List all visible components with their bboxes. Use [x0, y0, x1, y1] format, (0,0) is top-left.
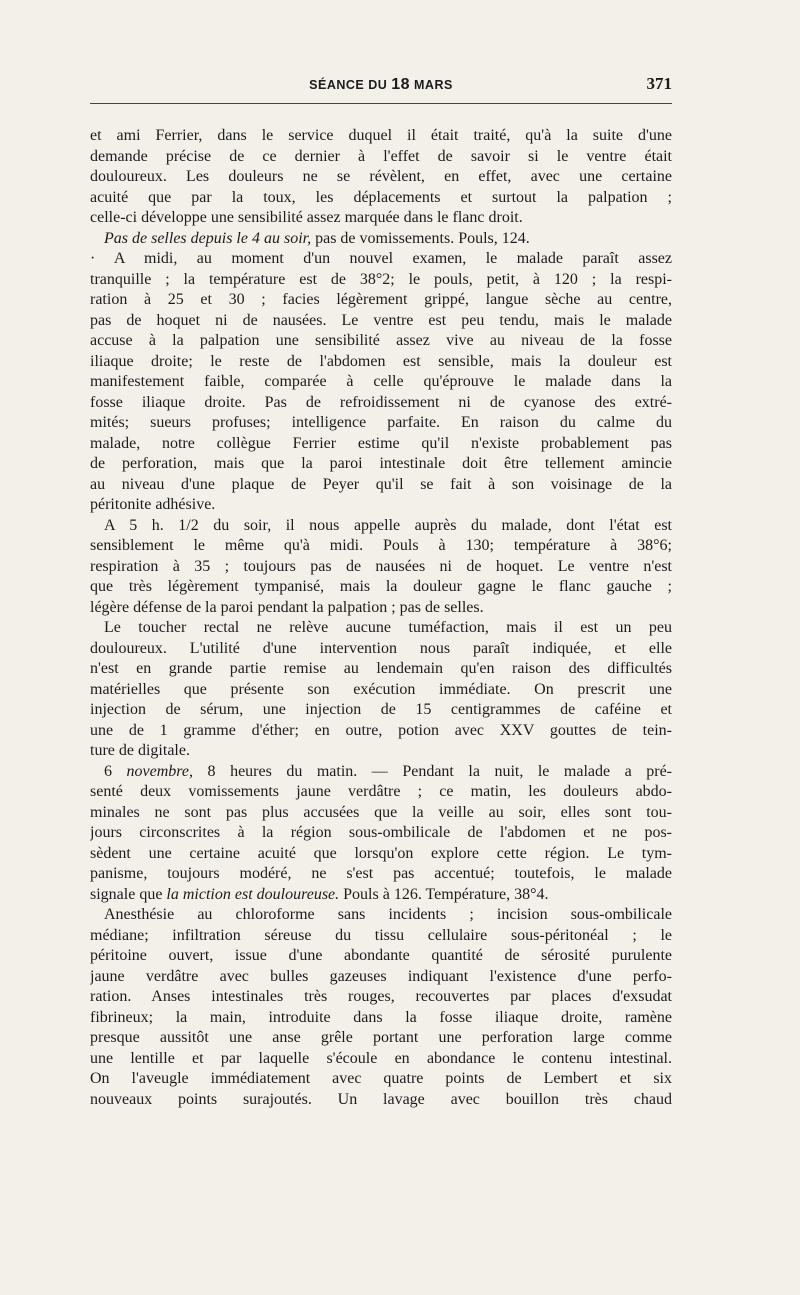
text-line: malade, notre collègue Ferrier estime qu'il n'existe probablement pas — [90, 434, 672, 452]
text-line — [90, 885, 672, 906]
text-line: panisme, toujours modéré, ne s'est pas accentué; toutefois, le malade — [90, 865, 672, 882]
text-line: sèdent une certaine acuité que lorsqu'on explore cette région. Le tym- — [90, 844, 672, 862]
running-title — [90, 76, 672, 94]
text-line: injection de sérum, une injection de 15 centigrammes de caféine et — [90, 701, 672, 718]
text-line: une lentille et par laquelle s'écoule en abondance le contenu intestinal. — [90, 1049, 672, 1067]
text-line: jaune verdâtre avec bulles gazeuses indiquant l'existence d'une perfo- — [90, 967, 672, 985]
text-line: minales ne sont pas plus accusées que la veille au soir, elles sont tou- — [90, 803, 672, 821]
text-line: respiration à 35 ; toujours pas de nausées ni de hoquet. Le ventre n'est — [90, 557, 672, 575]
text-line: péritonite adhésive. — [90, 496, 216, 513]
text-line: légère défense de la paroi pendant la palpation ; pas de selles. — [90, 598, 484, 616]
text-span: Pouls à 126. Température, 38°4. — [339, 885, 549, 903]
title-suffix: MARS — [410, 78, 453, 92]
text-line: ration à 25 et 30 ; facies légèrement grippé, langue sèche au centre, — [90, 291, 672, 308]
text-span: pas de vomissements. Pouls, 124. — [311, 229, 530, 247]
text-line: manifestement faible, comparée à celle qu'éprouve le malade dans la — [90, 373, 672, 390]
page-header — [90, 76, 672, 96]
text-line: que très légèrement tympanisé, mais la douleur gagne le flanc gauche ; — [90, 578, 672, 595]
text-line: ration. Anses intestinales très rouges, recouvertes par places d'exsudat — [90, 988, 672, 1005]
text-line: tranquille ; la température est de 38°2; le pouls, petit, à 120 ; la respi- — [90, 270, 672, 288]
text-line — [90, 762, 672, 783]
text-line: demande précise de ce dernier à l'effet de savoir si le ventre était — [90, 147, 672, 165]
text-line: A 5 h. 1/2 du soir, il nous appelle auprès du malade, dont l'état est — [104, 516, 672, 534]
text-line: accuse à la palpation une sensibilité assez vive au niveau de la fosse — [90, 332, 672, 349]
text-line: Anesthésie au chloroforme sans incidents ; incision sous-ombilicale — [104, 906, 672, 923]
text-span: signale que — [90, 885, 167, 903]
text-line: matérielles que présente son exécution immédiate. On prescrit une — [90, 680, 672, 698]
header-rule — [90, 103, 672, 104]
text-line: une de 1 gramme d'éther; en outre, potion avec XXV gouttes de tein- — [90, 721, 672, 739]
text-line: médiane; infiltration séreuse du tissu cellulaire sous-péritonéal ; le — [90, 926, 672, 944]
text-line: nouveaux points surajoutés. Un lavage avec bouillon très chaud — [90, 1090, 672, 1108]
text-line: · A midi, au moment d'un nouvel examen, le malade paraît assez — [90, 250, 672, 267]
text-line — [90, 229, 672, 250]
text-line: douloureux. Les douleurs ne se révèlent, en effet, avec une certaine — [90, 168, 672, 185]
text-span: 8 heures du matin. — Pendant la nuit, le malade a pré- — [193, 762, 672, 780]
text-line: n'est en grande partie remise au lendemain qu'en raison des difficultés — [90, 660, 672, 677]
text-line: iliaque droite; le reste de l'abdomen est sensible, mais la douleur est — [90, 352, 672, 370]
text-line: et ami Ferrier, dans le service duquel il était traité, qu'à la suite d'une — [90, 127, 672, 144]
text-line: On l'aveugle immédiatement avec quatre points de Lembert et six — [90, 1070, 672, 1087]
text-line: presque aussitôt une anse grêle portant une perforation large comme — [90, 1029, 672, 1046]
title-prefix: SÉANCE DU — [309, 78, 392, 92]
text-line: pas de hoquet ni de nausées. Le ventre est peu tendu, mais le malade — [90, 311, 672, 329]
text-line: mités; sueurs profuses; intelligence parfaite. En raison du calme du — [90, 414, 672, 431]
text-line: celle-ci développe une sensibilité assez marquée dans le flanc droit. — [90, 209, 523, 226]
text-line: au niveau d'une plaque de Peyer qu'il se fait à son voisinage de la — [90, 475, 672, 493]
text-line: de perforation, mais que la paroi intestinale doit être tellement amincie — [90, 455, 672, 472]
text-line: ture de digitale. — [90, 742, 190, 759]
text-line: senté deux vomissements jaune verdâtre ; ce matin, les douleurs abdo- — [90, 783, 672, 800]
body-text — [90, 126, 672, 1110]
text-line: Le toucher rectal ne relève aucune tuméfaction, mais il est un peu — [104, 619, 672, 636]
text-line: jours circonscrites à la région sous-ombilicale de l'abdomen et ne pos- — [90, 824, 672, 841]
italic-text: novembre, — [126, 762, 194, 780]
text-line: fibrineux; la main, introduite dans la fosse iliaque droite, ramène — [90, 1008, 672, 1026]
text-span: 6 — [104, 762, 127, 780]
italic-text: Pas de selles depuis le 4 au soir, — [104, 229, 312, 247]
text-line: péritoine ouvert, issue d'une abondante quantité de sérosité purulente — [90, 947, 672, 964]
title-number: 18 — [391, 76, 411, 93]
text-line: acuité que par la toux, les déplacements et surtout la palpation ; — [90, 188, 672, 206]
text-line: fosse iliaque droite. Pas de refroidissement ni de cyanose des extré- — [90, 393, 672, 411]
text-line: douloureux. L'utilité d'une intervention nous paraît indiquée, et elle — [90, 639, 672, 657]
italic-text: la miction est douloureuse. — [166, 885, 340, 903]
page-number: 371 — [646, 74, 672, 93]
text-line: sensiblement le même qu'à midi. Pouls à 130; température à 38°6; — [90, 537, 672, 554]
